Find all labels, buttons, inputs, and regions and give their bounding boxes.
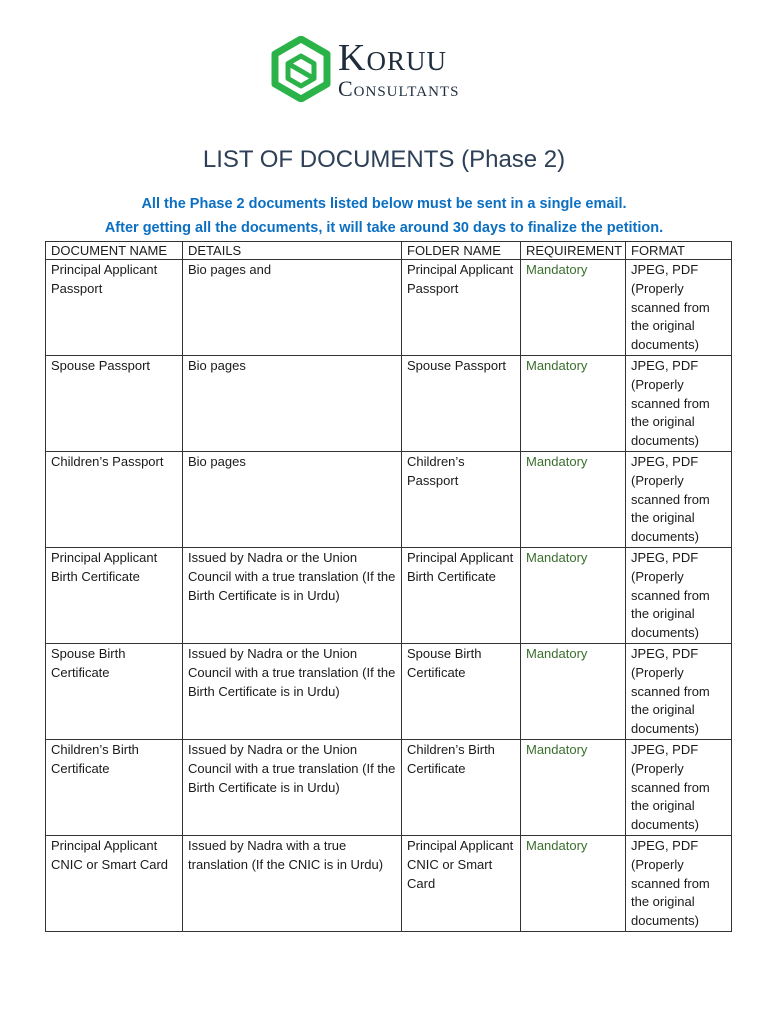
page-title: LIST OF DOCUMENTS (Phase 2) [202, 146, 566, 173]
cell-format: JPEG, PDF (Properly scanned from the original documents) [626, 452, 732, 548]
note-single-email: All the Phase 2 documents listed below must be sent in a single email. [141, 196, 627, 212]
cell-requirement: Mandatory [521, 740, 626, 836]
cell-requirement: Mandatory [521, 356, 626, 452]
cell-folder-name: Principal Applicant CNIC or Smart Card [402, 836, 521, 932]
cell-folder-name: Principal Applicant Passport [402, 260, 521, 356]
cell-format: JPEG, PDF (Properly scanned from the original documents) [626, 644, 732, 740]
cell-document-name: Principal Applicant Passport [46, 260, 183, 356]
cell-format: JPEG, PDF (Properly scanned from the original documents) [626, 356, 732, 452]
table-header-row [46, 242, 732, 260]
cell-requirement: Mandatory [521, 548, 626, 644]
cell-details: Issued by Nadra with a true translation (If the CNIC is in Urdu) [183, 836, 402, 932]
cell-requirement: Mandatory [521, 644, 626, 740]
cell-requirement: Mandatory [521, 452, 626, 548]
table-row [46, 356, 732, 452]
cell-format: JPEG, PDF (Properly scanned from the original documents) [626, 836, 732, 932]
header-details: DETAILS [183, 242, 402, 260]
table-row [46, 260, 732, 356]
cell-document-name: Children’s Birth Certificate [46, 740, 183, 836]
brand-subtitle: Consultants [338, 76, 460, 101]
cell-format: JPEG, PDF (Properly scanned from the original documents) [626, 740, 732, 836]
cell-requirement: Mandatory [521, 836, 626, 932]
header-requirement: REQUIREMENT [521, 242, 626, 260]
cell-format: JPEG, PDF (Properly scanned from the original documents) [626, 260, 732, 356]
cell-details: Bio pages and [183, 260, 402, 356]
documents-table [45, 241, 732, 932]
header-format: FORMAT [626, 242, 732, 260]
koruu-hexagon-logo-icon [270, 36, 332, 102]
cell-folder-name: Children’s Birth Certificate [402, 740, 521, 836]
cell-folder-name: Spouse Passport [402, 356, 521, 452]
cell-document-name: Spouse Birth Certificate [46, 644, 183, 740]
cell-document-name: Principal Applicant Birth Certificate [46, 548, 183, 644]
cell-details: Bio pages [183, 452, 402, 548]
cell-details: Issued by Nadra or the Union Council with a true translation (If the Birth Certificate is in Urdu) [183, 740, 402, 836]
cell-format: JPEG, PDF (Properly scanned from the original documents) [626, 548, 732, 644]
table-row [46, 452, 732, 548]
brand-logo [270, 36, 510, 102]
note-processing-time: After getting all the documents, it will take around 30 days to finalize the petition. [104, 220, 664, 236]
header-document-name: DOCUMENT NAME [46, 242, 183, 260]
table-row [46, 740, 732, 836]
cell-details: Bio pages [183, 356, 402, 452]
table-row [46, 644, 732, 740]
cell-folder-name: Spouse Birth Certificate [402, 644, 521, 740]
cell-requirement: Mandatory [521, 260, 626, 356]
table-row [46, 836, 732, 932]
brand-name: Koruu [338, 37, 447, 79]
cell-document-name: Spouse Passport [46, 356, 183, 452]
cell-document-name: Children’s Passport [46, 452, 183, 548]
header-folder-name: FOLDER NAME [402, 242, 521, 260]
cell-details: Issued by Nadra or the Union Council with a true translation (If the Birth Certificate is in Urdu) [183, 644, 402, 740]
table-row [46, 548, 732, 644]
cell-folder-name: Principal Applicant Birth Certificate [402, 548, 521, 644]
cell-document-name: Principal Applicant CNIC or Smart Card [46, 836, 183, 932]
cell-details: Issued by Nadra or the Union Council with a true translation (If the Birth Certificate is in Urdu) [183, 548, 402, 644]
cell-folder-name: Children’s Passport [402, 452, 521, 548]
